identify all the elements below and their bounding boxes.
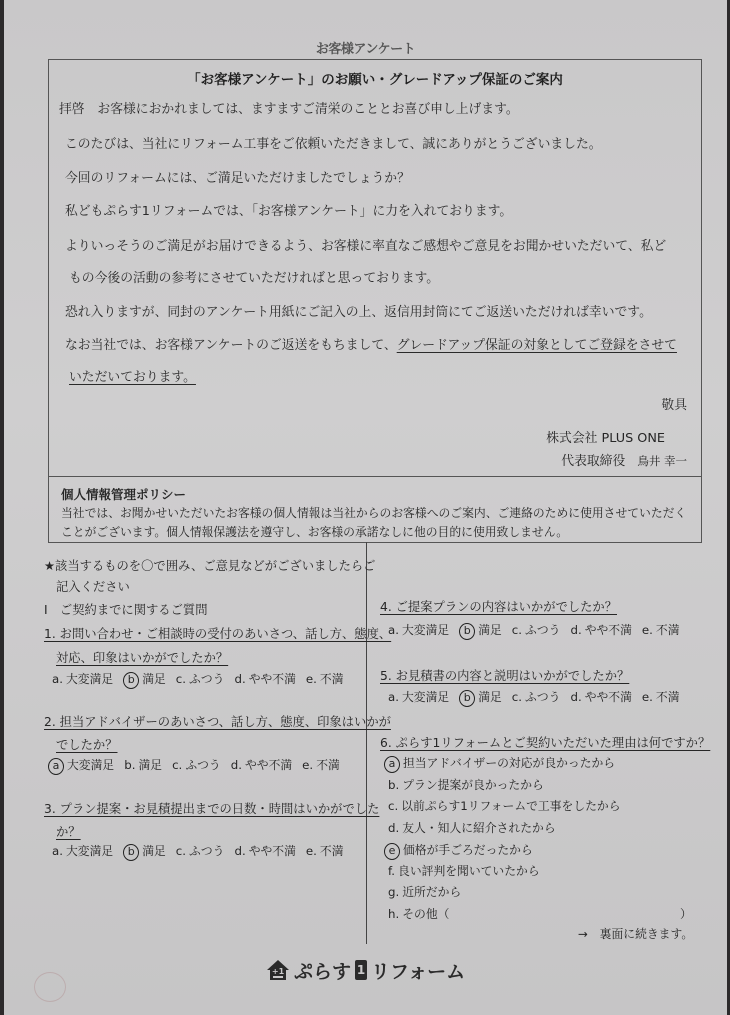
- logo-text: リフォーム: [371, 960, 466, 983]
- circle-mark-icon: a: [384, 756, 400, 773]
- letter-line: 拝啓 お客様におかれましては、ますますご清栄のこととお喜び申し上げます。: [59, 102, 519, 117]
- column-divider: [366, 542, 367, 944]
- option-c[interactable]: c. ふつう: [172, 758, 221, 772]
- option-e[interactable]: e. 不満: [641, 623, 680, 637]
- reason-b[interactable]: b. プラン提案が良かったから: [388, 778, 544, 792]
- house-logo-icon: [266, 959, 290, 981]
- reason-h-other[interactable]: h. その他（: [388, 907, 450, 921]
- page-header: お客様アンケート: [315, 42, 416, 57]
- reason-h-close-paren: ）: [680, 907, 692, 921]
- upgrade-guarantee-text: いただいております。: [69, 370, 196, 385]
- paper-stain: [34, 972, 66, 1002]
- privacy-text: ことがございます。個人情報保護法を遵守し、お客様の承諾なしに他の目的に使用致しません。: [61, 525, 569, 539]
- instructions: ★該当するものを〇で囲み、ご意見などがございましたらご: [44, 559, 376, 573]
- circle-mark-icon: b: [459, 690, 475, 707]
- option-e[interactable]: e. 不満: [302, 758, 340, 772]
- circle-mark-icon: b: [123, 672, 139, 689]
- letter-text: なお当社では、お客様アンケートのご返送をもちまして、: [65, 338, 397, 353]
- rating-options-q5: [388, 688, 690, 707]
- reason-a-selected[interactable]: a 担当アドバイザーの対応が良かったから: [384, 754, 615, 773]
- footer-logo: [266, 957, 465, 983]
- option-b-selected[interactable]: b 満足: [459, 621, 502, 640]
- letter-line: 恐れ入りますが、同封のアンケート用紙にご記入の上、返信用封筒にてご返送いただければ幸いです。: [65, 305, 652, 320]
- signatory: [561, 450, 687, 469]
- option-a[interactable]: a. 大変満足: [52, 844, 114, 858]
- option-d[interactable]: d. やや不満: [230, 758, 293, 772]
- closing: 敬具: [661, 398, 687, 413]
- circle-mark-icon: a: [48, 758, 64, 775]
- question-1: 1. お問い合わせ・ご相談時の受付のあいさつ、話し方、態度、: [44, 627, 392, 641]
- option-e[interactable]: e. 不満: [305, 672, 344, 686]
- reason-e-selected[interactable]: e 価格が手ごろだったから: [384, 841, 533, 860]
- circle-mark-icon: e: [384, 843, 400, 860]
- option-b-selected[interactable]: b 満足: [123, 842, 166, 861]
- rating-options-q2: [48, 756, 350, 775]
- upgrade-guarantee-text: グレードアップ保証の対象としてご登録をさせて: [396, 338, 677, 353]
- rating-options-q3: [52, 842, 354, 861]
- question-4: 4. ご提案プランの内容はいかがでしたか？: [380, 600, 617, 614]
- survey-page: [4, 0, 727, 1015]
- letter-line: よりいっそうのご満足がお届けできるよう、お客様に率直なご感想やご意見をお聞かせいただいて、私ど: [65, 239, 667, 254]
- reason-f[interactable]: f. 良い評判を聞いていたから: [388, 864, 540, 878]
- option-e[interactable]: e. 不満: [305, 844, 344, 858]
- question-3: 3. プラン提案・お見積提出までの日数・時間はいかがでした: [44, 802, 380, 816]
- question-6: 6. ぷらす1リフォームとご契約いただいた理由は何ですか？: [380, 736, 711, 750]
- logo-one-badge: 1: [355, 960, 367, 980]
- option-d[interactable]: d. やや不満: [570, 690, 632, 704]
- privacy-text: 当社では、お聞かせいただいたお客様の個人情報は当社からのお客様へのご案内、ご連絡のために使用させていただく: [61, 506, 687, 520]
- option-b[interactable]: b. 満足: [124, 758, 163, 772]
- option-b-selected[interactable]: b 満足: [123, 670, 166, 689]
- option-c[interactable]: c. ふつう: [511, 690, 561, 704]
- option-a-selected[interactable]: a 大変満足: [48, 756, 114, 775]
- option-c[interactable]: c. ふつう: [511, 623, 561, 637]
- privacy-title: 個人情報管理ポリシー: [61, 487, 187, 502]
- option-c[interactable]: c. ふつう: [175, 672, 225, 686]
- question-2: でしたか？: [56, 738, 118, 752]
- reason-c[interactable]: c. 以前ぷらす1リフォームで工事をしたから: [388, 799, 621, 813]
- option-e[interactable]: e. 不満: [641, 690, 680, 704]
- signatory-name: 鳥井 幸一: [637, 454, 687, 468]
- letter-line: [65, 334, 677, 353]
- instructions: 記入ください: [56, 580, 130, 594]
- option-a[interactable]: a. 大変満足: [388, 690, 450, 704]
- circle-mark-icon: b: [123, 844, 139, 861]
- continue-note: → 裏面に続きます。: [578, 927, 694, 941]
- question-1: 対応、印象はいかがでしたか？: [56, 651, 229, 665]
- option-a[interactable]: a. 大変満足: [388, 623, 450, 637]
- privacy-policy-box: [48, 475, 702, 543]
- letter-line: 私どもぷらす1リフォームでは、「お客様アンケート」に力を入れております。: [65, 204, 513, 219]
- letter-heading: 「お客様アンケート」のお願い・グレードアップ保証のご案内: [187, 72, 563, 88]
- reason-g[interactable]: g. 近所だから: [388, 885, 462, 899]
- question-3: か？: [56, 825, 81, 839]
- letter-line: このたびは、当社にリフォーム工事をご依頼いただきまして、誠にありがとうございました。: [65, 137, 602, 152]
- option-a[interactable]: a. 大変満足: [52, 672, 114, 686]
- logo-text: ぷらす: [294, 960, 352, 983]
- letter-line: もの今後の活動の参考にさせていただければと思っております。: [69, 271, 440, 286]
- option-c[interactable]: c. ふつう: [175, 844, 225, 858]
- section-title: Ⅰ ご契約までに関するご質問: [44, 603, 208, 617]
- question-5: 5. お見積書の内容と説明はいかがでしたか？: [380, 669, 630, 683]
- svg-text:+1: +1: [271, 967, 285, 976]
- option-b-selected[interactable]: b 満足: [459, 688, 502, 707]
- signatory-title: 代表取締役: [561, 454, 626, 469]
- letter-box: [48, 59, 702, 477]
- option-d[interactable]: d. やや不満: [570, 623, 632, 637]
- company-name: 株式会社 PLUS ONE: [546, 431, 665, 446]
- rating-options-q1: [52, 670, 354, 689]
- question-2: 2. 担当アドバイザーのあいさつ、話し方、態度、印象はいかが: [44, 715, 391, 729]
- letter-line: 今回のリフォームには、ご満足いただけましたでしょうか？: [65, 171, 410, 186]
- option-d[interactable]: d. やや不満: [234, 844, 296, 858]
- option-d[interactable]: d. やや不満: [234, 672, 296, 686]
- reason-d[interactable]: d. 友人・知人に紹介されたから: [388, 821, 556, 835]
- rating-options-q4: [388, 621, 690, 640]
- circle-mark-icon: b: [459, 623, 475, 640]
